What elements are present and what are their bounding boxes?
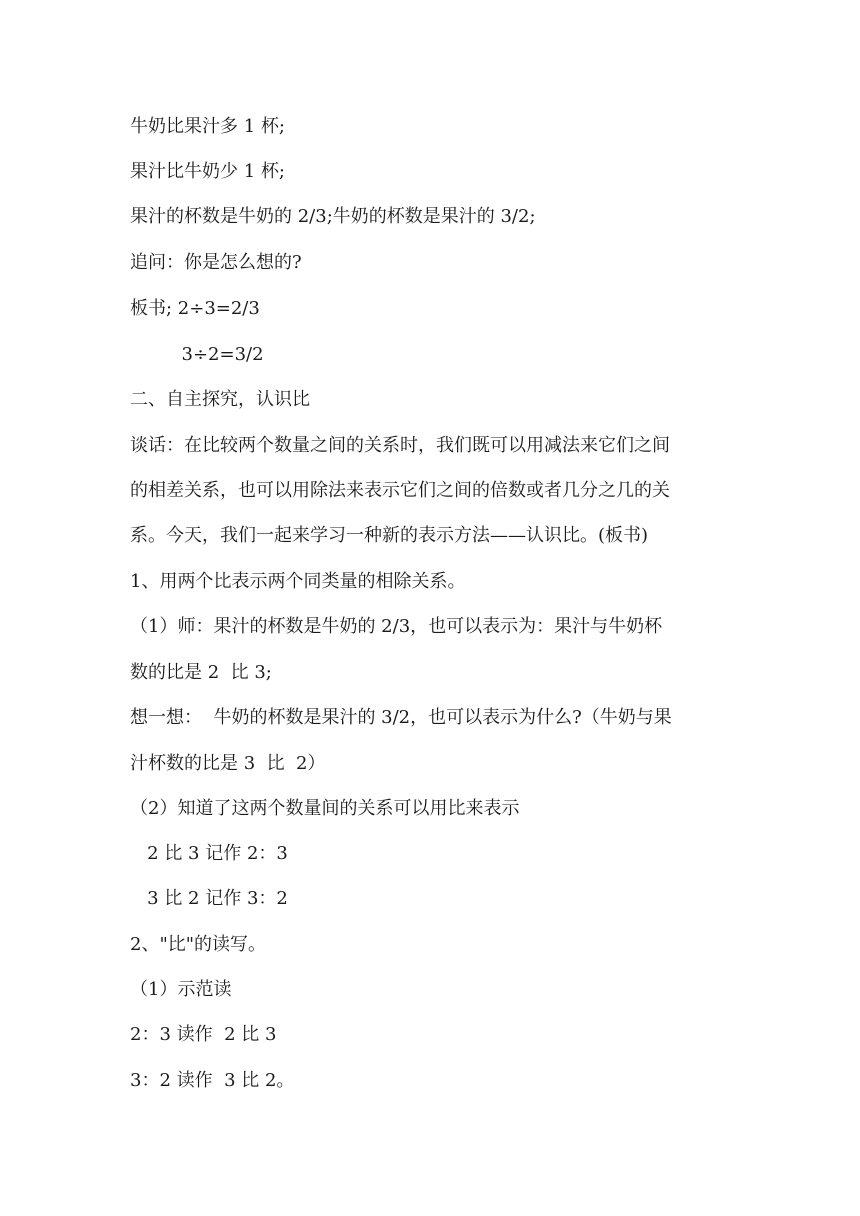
text-line: 果汁的杯数是牛奶的 2/3;牛奶的杯数是果汁的 3/2;: [130, 206, 536, 227]
text-line: 的相差关系，也可以用除法来表示它们之间的倍数或者几分之几的关: [130, 480, 670, 501]
text-line: （1）示范读: [130, 979, 232, 1000]
text-line: 系。今天，我们一起来学习一种新的表示方法——认识比。(板书): [130, 525, 649, 546]
text-line: 数的比是 2 比 3;: [130, 662, 272, 683]
text-line: 追问：你是怎么想的?: [130, 252, 302, 273]
text-line: 果汁比牛奶少 1 杯;: [130, 161, 285, 182]
text-line: 汁杯数的比是 3 比 2）: [130, 753, 326, 774]
text-line: 2、"比"的读写。: [130, 934, 267, 955]
text-line: 3：2 读作 3 比 2。: [130, 1070, 295, 1091]
text-line: 3÷2=3/2: [130, 344, 264, 365]
text-line: 3 比 2 记作 3：2: [130, 888, 288, 909]
text-line: （1）师：果汁的杯数是牛奶的 2/3，也可以表示为：果汁与牛奶杯: [130, 616, 663, 637]
text-line: 想一想： 牛奶的杯数是果汁的 3/2，也可以表示为什么?（牛奶与果: [130, 707, 672, 728]
text-line: 2 比 3 记作 2：3: [130, 843, 288, 864]
text-line: 谈话：在比较两个数量之间的关系时，我们既可以用减法来它们之间: [130, 435, 670, 456]
text-line: （2）知道了这两个数量间的关系可以用比来表示: [130, 798, 520, 819]
section-heading: 二、自主探究，认识比: [130, 389, 310, 410]
text-line: 牛奶比果汁多 1 杯;: [130, 116, 285, 137]
text-line: 2：3 读作 2 比 3: [130, 1024, 277, 1045]
text-line: 板书; 2÷3=2/3: [130, 298, 260, 319]
text-line: 1、用两个比表示两个同类量的相除关系。: [130, 571, 466, 592]
